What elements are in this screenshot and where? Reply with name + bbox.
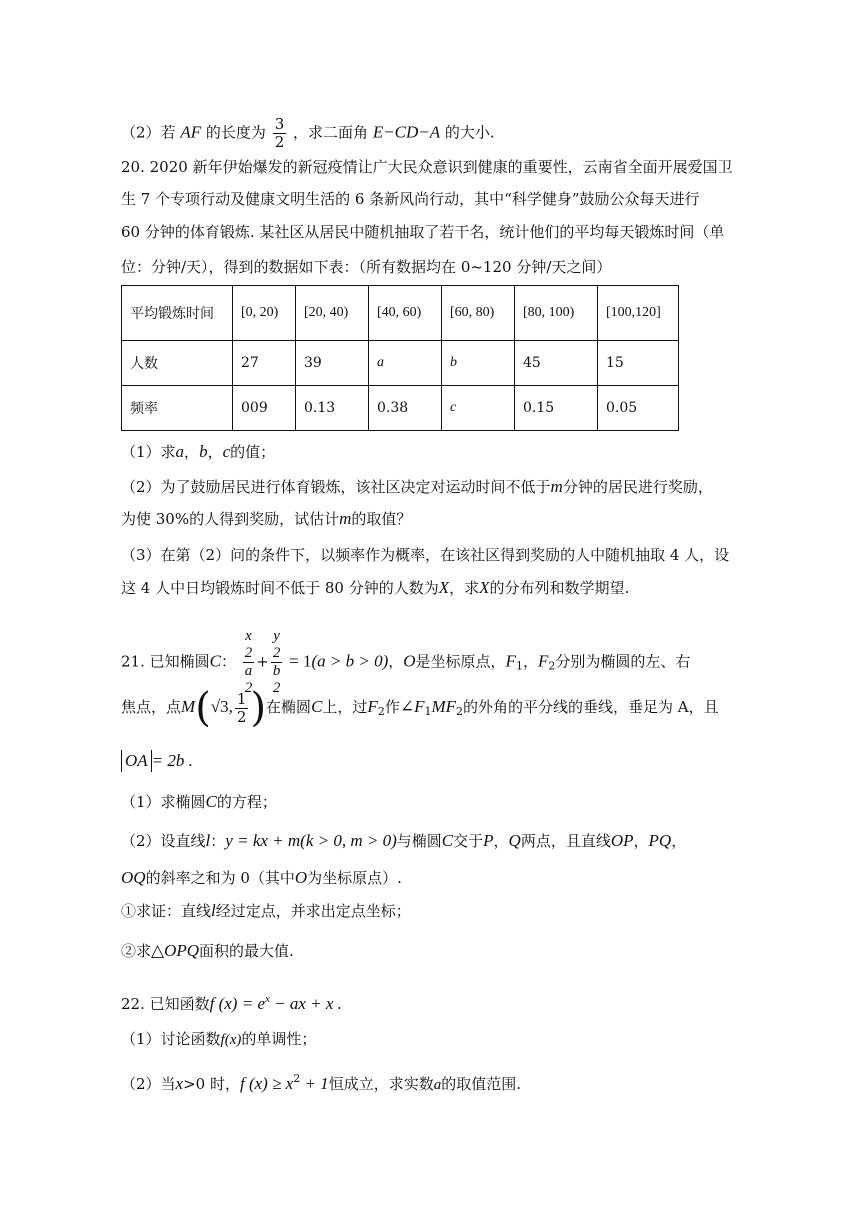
- table-cell: 0.38: [369, 386, 442, 431]
- math-function-rest: − ax + x .: [269, 994, 342, 1013]
- text: 恒成立，求实数: [328, 1075, 434, 1093]
- fraction-1-2: [235, 691, 249, 726]
- math-c: C: [311, 697, 323, 716]
- q20-part2-line-2: [121, 508, 411, 530]
- math-x: x: [175, 1074, 184, 1093]
- text: 交于: [453, 832, 484, 850]
- math-c: C: [205, 792, 217, 811]
- text: 的外角的平分线的垂线，垂足为 A，且: [463, 698, 719, 716]
- text: 的取值？: [351, 510, 412, 528]
- math-f2: F: [537, 651, 549, 671]
- math-o: O: [294, 868, 308, 887]
- frac-den: 2: [274, 133, 285, 151]
- math-af: AF: [180, 122, 202, 142]
- table-cell: c: [442, 386, 515, 431]
- q20-line-1: 20. 2020 新年伊始爆发的新冠疫情让广大民众意识到健康的重要性，云南省全面开展爱国卫: [121, 158, 733, 176]
- table-header-cell: [80, 100): [515, 286, 598, 341]
- text: （1）求: [121, 443, 176, 461]
- q20-line-2: 生 7 个专项行动及健康文明生活的 6 条新风尚行动，其中“科学健身”鼓励公众每天进行: [121, 190, 700, 208]
- q20-line-4: 位：分钟/天），得到的数据如下表：（所有数据均在 0~120 分钟/天之间）: [121, 258, 612, 276]
- math-op: OP: [610, 831, 634, 850]
- exercise-time-table: [121, 285, 679, 431]
- fraction-x2-a2: x 2 a 2: [244, 628, 253, 696]
- text: 在椭圆: [266, 698, 312, 716]
- math-c: C: [441, 831, 454, 850]
- table-row: [122, 341, 679, 386]
- math-fx: f(x): [220, 1032, 242, 1048]
- math-q: Q: [508, 831, 521, 850]
- table-cell: 频率: [122, 386, 233, 431]
- q22-line-1: [121, 988, 342, 1015]
- table-header-cell: [60, 80): [442, 286, 515, 341]
- text: 为坐标原点）.: [307, 869, 402, 887]
- text: 的大小.: [444, 123, 495, 142]
- table-header-cell: [0, 20): [233, 286, 296, 341]
- q21-line-1: 21. 已知椭圆C： x 2 a 2 + y 2 b 2 = 1(a > b > 0)，O是坐标原点，$F_1$，$F_2$分别为椭圆的左、右: [121, 628, 691, 696]
- text: 为使 30%的人得到奖励，试估计: [121, 510, 340, 528]
- math-a: a: [175, 442, 185, 461]
- text: 的方程；: [216, 793, 277, 811]
- q20-part3-line-2: [121, 577, 629, 599]
- text: 两点，且直线: [520, 832, 611, 850]
- math-dihedral: E−CD−A: [372, 122, 441, 142]
- text: 分钟的居民进行奖励，: [562, 478, 713, 496]
- text: ：: [220, 652, 236, 671]
- math-inequality-rest: + 1: [300, 1074, 329, 1093]
- q19-part2-line: [121, 116, 495, 151]
- q21-sub2: [121, 940, 294, 962]
- math-sqrt3: √3,: [210, 697, 233, 716]
- text: 22. 已知函数: [121, 995, 210, 1013]
- math-x: X: [438, 578, 450, 597]
- q20-part2-line-1: [121, 476, 713, 498]
- text: 分别为椭圆的左、右: [555, 652, 691, 671]
- table-cell: 0.05: [598, 386, 679, 431]
- q21-part1: [121, 791, 277, 813]
- q22-part2: （2）当x>0 时，f $(x) \ge x^2 + 1$恒成立，求实数a的取值范围.: [121, 1072, 521, 1093]
- text: ，: [493, 832, 509, 850]
- table-header-row: [122, 286, 679, 341]
- text: 经过定点，并求出定点坐标；: [215, 902, 411, 920]
- text: ，: [207, 443, 223, 461]
- text: ，: [671, 832, 687, 850]
- text: （2）为了鼓励居民进行体育锻炼，该社区决定对运动时间不低于: [121, 478, 551, 496]
- text: 21. 已知椭圆: [121, 652, 210, 671]
- table-cell: 15: [598, 341, 679, 386]
- q21-sub1: [121, 900, 411, 922]
- text: ，: [522, 652, 538, 671]
- math-l: l: [211, 901, 216, 920]
- math-function: f (x) = e: [209, 994, 265, 1013]
- frac-num: 3: [274, 115, 285, 133]
- math-condition: (k > 0, m > 0): [300, 831, 397, 850]
- fraction-3-2: [273, 116, 287, 151]
- math-m: m: [339, 509, 352, 528]
- math-a: a: [433, 1077, 442, 1093]
- math-b: b: [199, 442, 208, 461]
- text: ，求: [449, 579, 480, 597]
- table-cell: 39: [296, 341, 369, 386]
- text: >0 时，: [183, 1075, 240, 1093]
- text: 的取值范围.: [441, 1075, 521, 1093]
- text: 的斜率之和为 0（其中: [145, 869, 295, 887]
- table-cell: 009: [233, 386, 296, 431]
- math-pq: PQ: [648, 831, 672, 850]
- text: 作: [384, 698, 400, 716]
- text: ，: [633, 832, 649, 850]
- table-header-cell: [20, 40): [296, 286, 369, 341]
- text: （2）设直线: [121, 832, 206, 850]
- table-cell: 0.13: [296, 386, 369, 431]
- math-x: X: [479, 578, 490, 597]
- text: 面积的最大值.: [199, 942, 294, 960]
- text: 焦点，点: [121, 698, 182, 716]
- table-header-cell: [40, 60): [369, 286, 442, 341]
- text: ：: [210, 832, 226, 850]
- frac-num: 1: [236, 689, 247, 708]
- text: 是坐标原点，: [415, 652, 506, 671]
- table-cell: 45: [515, 341, 598, 386]
- math-l: l: [205, 831, 211, 850]
- math-o: O: [403, 651, 416, 671]
- text: （2）当: [121, 1075, 176, 1093]
- math-eq: = 1: [289, 651, 312, 671]
- q20-part3-line-1: （3）在第（2）问的条件下，以频率作为概率，在该社区得到奖励的人中随机抽取 4 人，设: [121, 546, 730, 564]
- table-cell: 0.15: [515, 386, 598, 431]
- math-inequality: f (x) ≥ x: [239, 1074, 294, 1093]
- text: 的单调性；: [241, 1030, 317, 1048]
- text: 这 4 人中日均锻炼时间不低于 80 分钟的人数为: [121, 579, 439, 597]
- text: ，: [184, 443, 200, 461]
- table-row: [122, 386, 679, 431]
- text: 的分布列和数学期望.: [489, 579, 630, 597]
- text: ，求二面角: [293, 123, 369, 142]
- text: 上，过: [322, 698, 368, 716]
- table-cell: 27: [233, 341, 296, 386]
- math-m: M: [181, 697, 196, 716]
- math-eq: = 2b .: [151, 751, 193, 770]
- table-header-cell: [100,120]: [598, 286, 679, 341]
- table-cell: a: [369, 341, 442, 386]
- q20-part1: [121, 441, 275, 463]
- math-f1: F: [505, 651, 516, 671]
- math-abs-oa: OA: [121, 750, 152, 772]
- text: 的长度为: [205, 123, 266, 142]
- math-triangle: △OPQ: [151, 941, 200, 960]
- text: （1）讨论函数: [121, 1030, 221, 1048]
- math-angle: ∠F: [399, 697, 425, 716]
- q21-line-3: [121, 750, 193, 772]
- text: （2）若: [121, 123, 176, 142]
- text: （1）求椭圆: [121, 793, 206, 811]
- math-c: c: [222, 442, 231, 461]
- q21-line-2: 焦点，点M(√3, $\frac{1}{2}$ )在椭圆C上，过$F_2$作$\angle F_1MF_2$的外角的平分线的垂线，垂足为 A，且: [121, 685, 719, 731]
- fraction-y2-b2: y 2 b 2: [272, 628, 281, 696]
- q22-part1: [121, 1028, 316, 1051]
- q21-part2-line-1: [121, 830, 686, 852]
- math-condition: (a > b > 0): [311, 651, 389, 671]
- text: 与椭圆: [396, 832, 442, 850]
- q20-line-3: 60 分钟的体育锻炼. 某社区从居民中随机抽取了若干名，统计他们的平均每天锻炼时间（单: [121, 223, 725, 241]
- text: 的值；: [230, 443, 276, 461]
- q21-part2-line-2: [121, 867, 402, 889]
- math-m: m: [550, 477, 563, 496]
- math-oq: OQ: [121, 868, 146, 887]
- table-cell: 人数: [122, 341, 233, 386]
- text: ，: [388, 652, 404, 671]
- frac-den: 2: [236, 707, 247, 726]
- math-f2: F: [367, 697, 378, 716]
- math-line-eq: y = kx + m: [225, 831, 301, 850]
- text: ①求证：直线: [121, 902, 212, 920]
- math-exponent: x: [264, 993, 270, 1005]
- text: ②求: [121, 942, 152, 960]
- math-c: C: [209, 651, 221, 671]
- math-p: P: [483, 831, 494, 850]
- table-cell: b: [442, 341, 515, 386]
- table-header-cell: 平均锻炼时间: [122, 286, 233, 341]
- math-angle: MF: [431, 697, 457, 716]
